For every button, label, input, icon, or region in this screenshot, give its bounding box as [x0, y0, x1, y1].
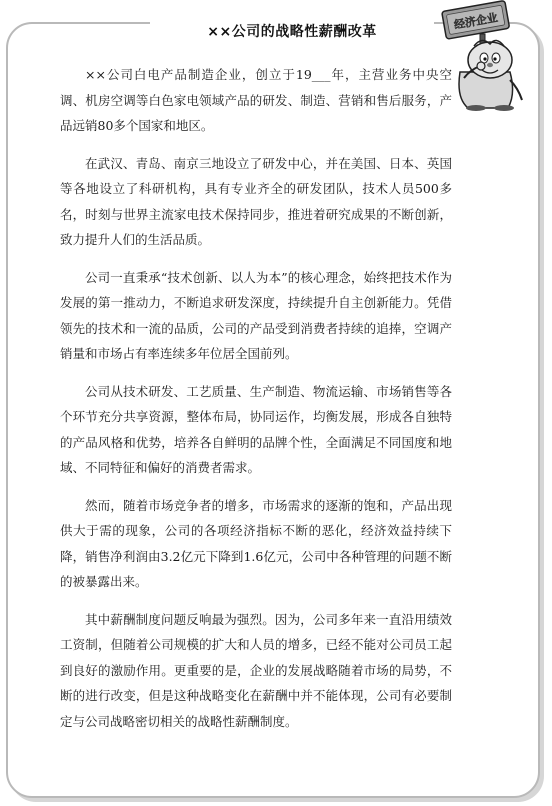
title-bar: [150, 20, 434, 42]
paragraph-2: 在武汉、青岛、南京三地设立了研发中心，并在美国、日本、英国等各地设立了科研机构，具有专业齐全的研发团队，技术人员500多名，时刻与世界主流家电技术保持同步，推进着研究成果的不断创新，致力提升人们的生活品质。: [60, 155, 452, 247]
document-title: ××公司的战略性薪酬改革: [207, 24, 377, 40]
paragraph-3: 公司一直秉承“技术创新、以人为本”的核心理念，始终把技术作为发展的第一推动力，不断追求研发深度，持续提升自主创新能力。凭借领先的技术和一流的品质，公司的产品受到消费者持续的追捧，空调产销量和市场占有率连续多年位居全国前列。: [60, 269, 452, 361]
paragraph-1: ××公司白电产品制造企业，创立于19___年，主营业务中央空调、机房空调等白色家电领域产品的研发、制造、营销和售后服务，产品远销80多个国家和地区。: [60, 67, 452, 133]
paragraph-4: 公司从技术研发、工艺质量、生产制造、物流运输、市场销售等各个环节充分共享资源，整体布局，协同运作，均衡发展，形成各自独特的产品风格和优势，培养各自鲜明的品牌个性，全面满足不同国度和地域、不同特征和偏好的消费者需求。: [60, 383, 452, 475]
paragraph-5: 然而，随着市场竞争者的增多，市场需求的逐渐的饱和，产品出现供大于需的现象，公司的各项经济指标不断的恶化，经济效益持续下降，销售净利润由3.2亿元下降到1.6亿元，公司中各种管理的问题不断的被暴露出来。: [60, 497, 452, 589]
paragraph-6: 其中薪酬制度问题反响最为强烈。因为，公司多年来一直沿用绩效工资制，但随着公司规模的扩大和人员的增多，已经不能对公司员工起到良好的激励作用。更重要的是，企业的发展战略随着市场的局势，不断的进行改变，但是这种战略变化在薪酬中并不能体现，公司有必要制定与公司战略密切相关的战略性薪酬制度。: [60, 611, 452, 729]
sign-label: 经济企业: [453, 11, 499, 32]
document-body: [60, 62, 452, 746]
